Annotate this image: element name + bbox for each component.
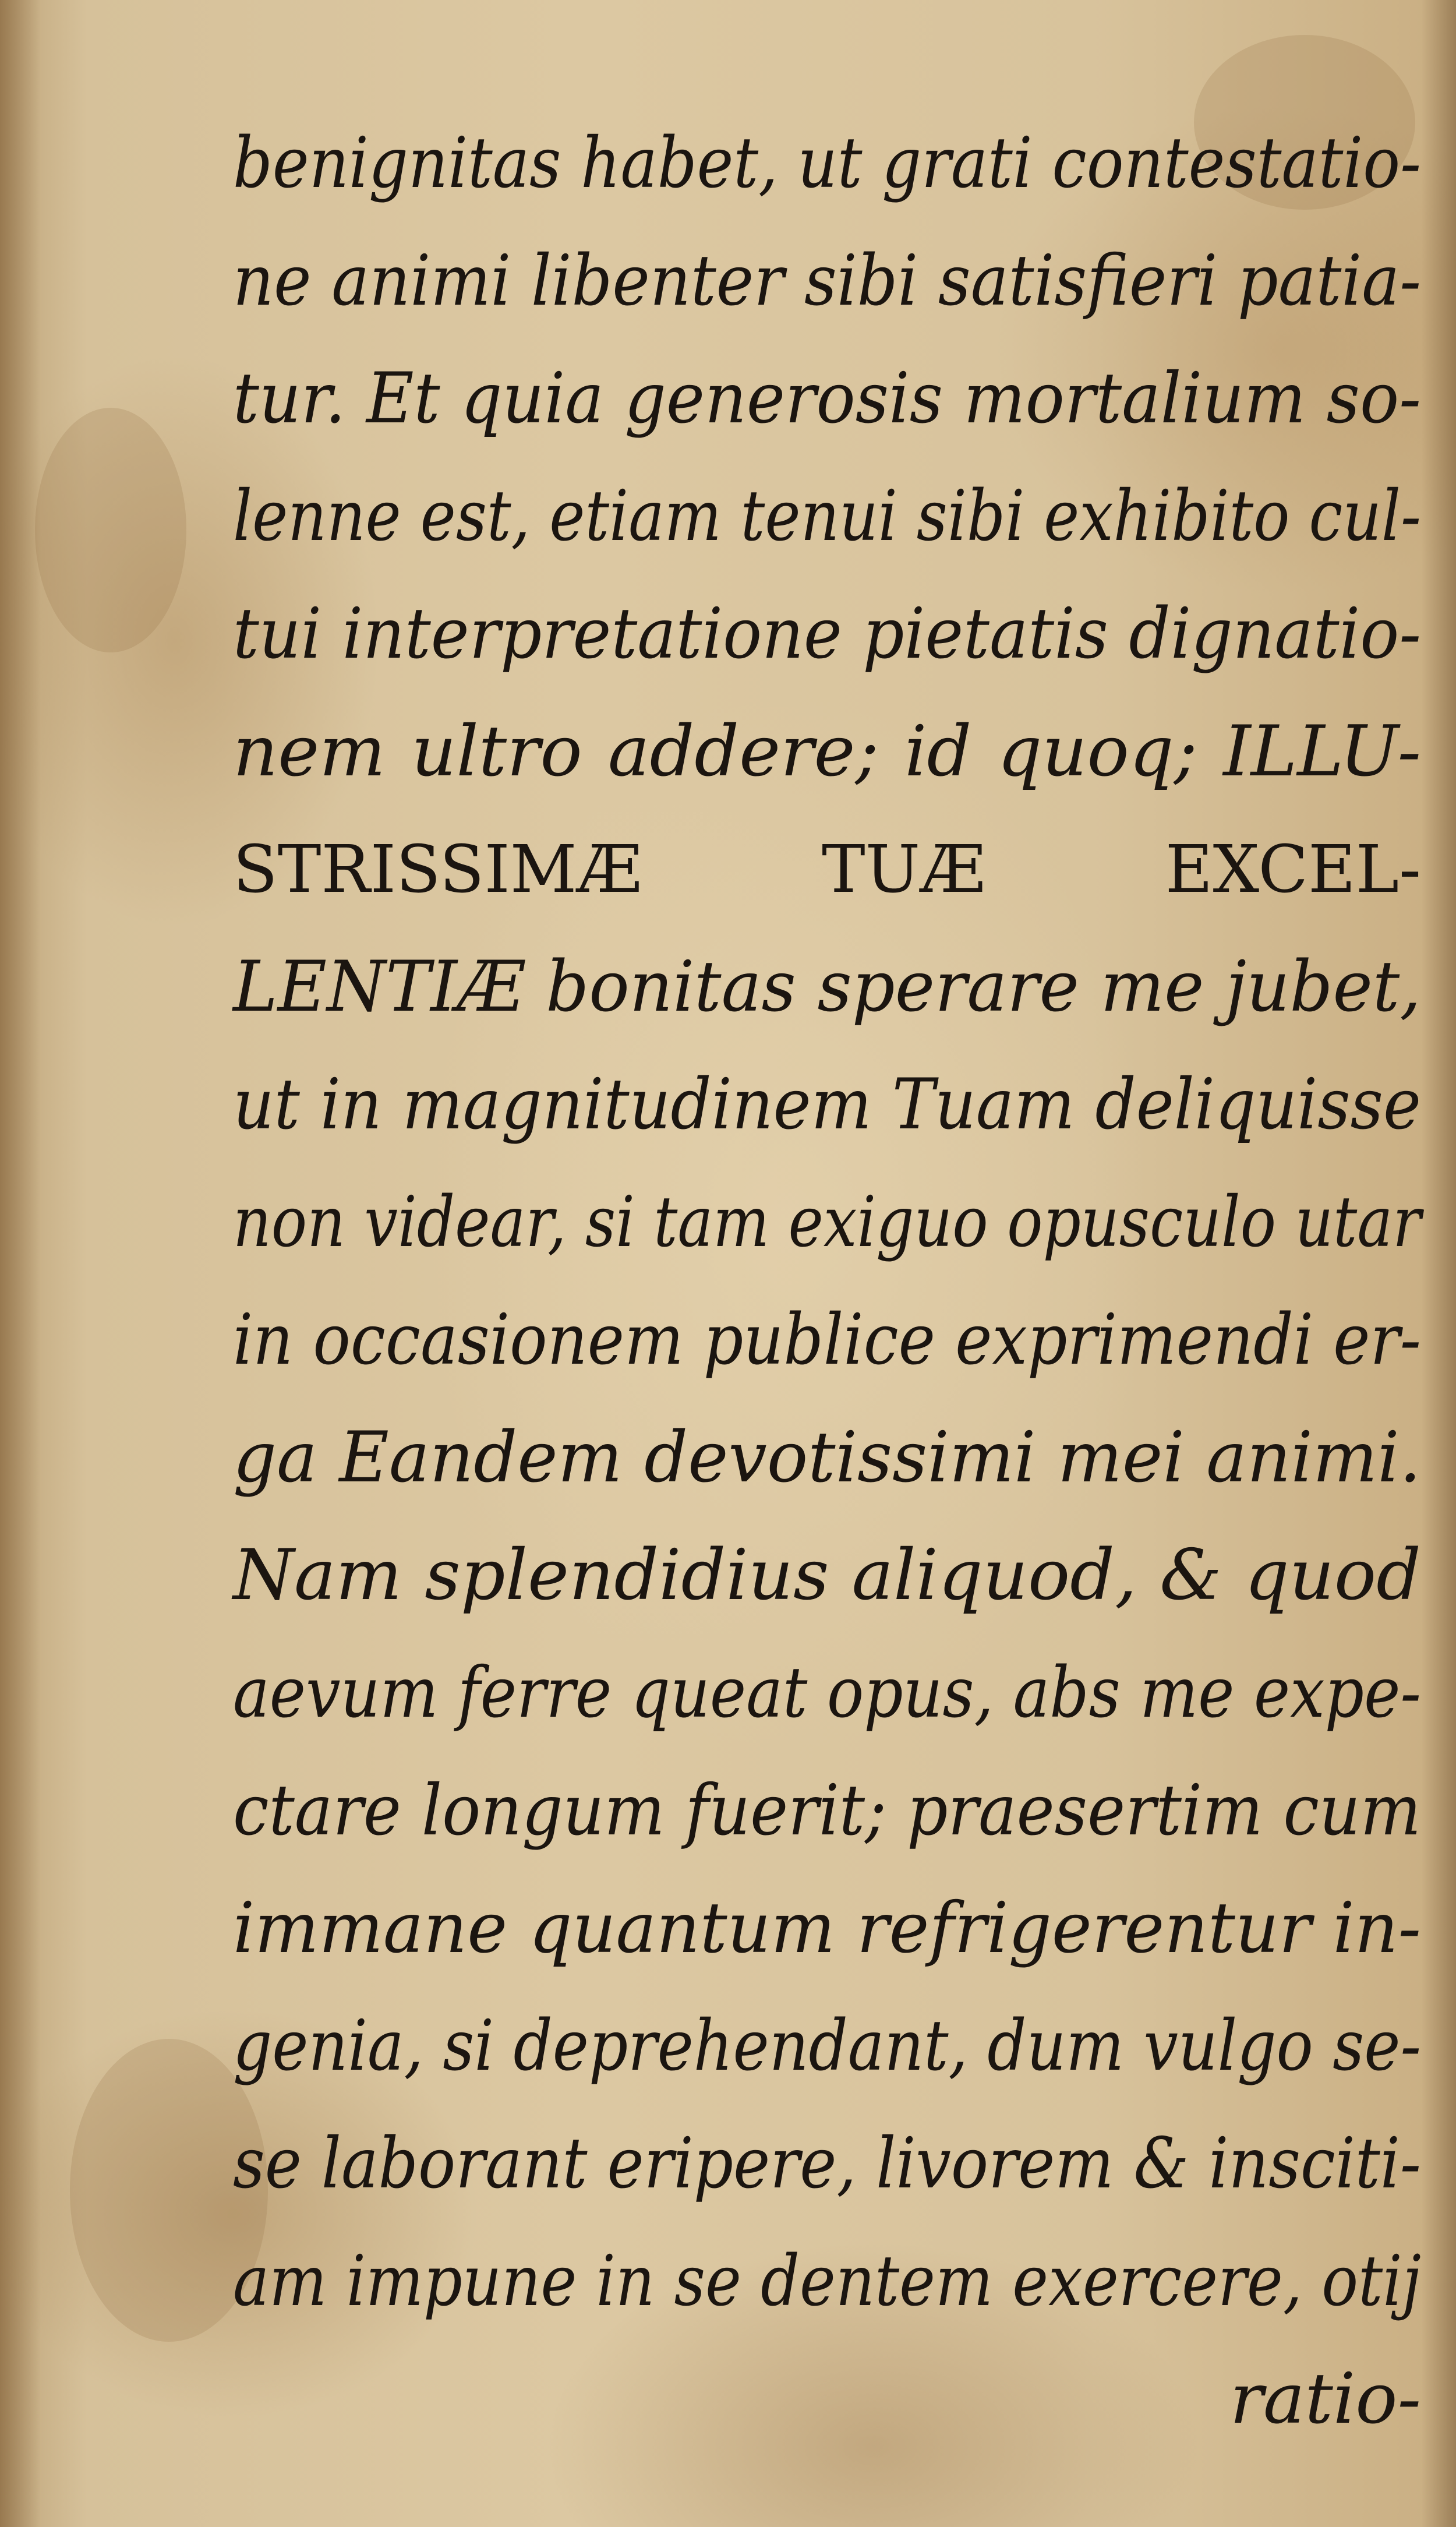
text-line: nem ultro addere; id quoq; ILLU- <box>233 711 1421 792</box>
text-line: tur. Et quia generosis mortalium so- <box>233 358 1421 439</box>
text-line: benignitas habet, ut grati contestatio- <box>233 123 1421 204</box>
text-line: genia, si deprehendant, dum vulgo se- <box>233 2006 1421 2087</box>
page-edge-right <box>1421 0 1456 2527</box>
text-line: ctare longum fuerit; praesertim cum <box>233 1770 1421 1851</box>
text-line: in occasionem publice exprimendi er- <box>233 1300 1421 1381</box>
text-line: se laborant eripere, livorem & insciti- <box>233 2123 1421 2204</box>
catchword: ratio- <box>1229 2359 1421 2440</box>
text-line: aevum ferre queat opus, abs me expe- <box>233 1653 1421 1734</box>
text-line: am impune in se dentem exercere, otij <box>233 2241 1421 2322</box>
text-line: lenne est, etiam tenui sibi exhibito cul- <box>233 476 1421 557</box>
text-line: ga Eandem devotissimi mei animi. <box>233 1417 1421 1498</box>
text-line: ut in magnitudinem Tuam deliquisse <box>233 1064 1421 1145</box>
page-edge-left <box>0 0 41 2527</box>
text-line: non videar, si tam exiguo opusculo utar <box>233 1182 1421 1263</box>
text-line: LENTIÆ bonitas sperare me jubet, <box>233 947 1421 1028</box>
text-line: immane quantum refrigerentur in- <box>233 1888 1421 1969</box>
text-line: ne animi libenter sibi satisfieri patia- <box>233 241 1421 322</box>
latin-text-block <box>233 105 1421 2458</box>
text-line: tui interpretatione pietatis dignatio- <box>233 594 1421 675</box>
paper-stain <box>35 408 186 652</box>
text-line: STRISSIMÆ TUÆ EXCEL- <box>233 832 1421 908</box>
text-line: Nam splendidius aliquod, & quod <box>233 1535 1421 1616</box>
